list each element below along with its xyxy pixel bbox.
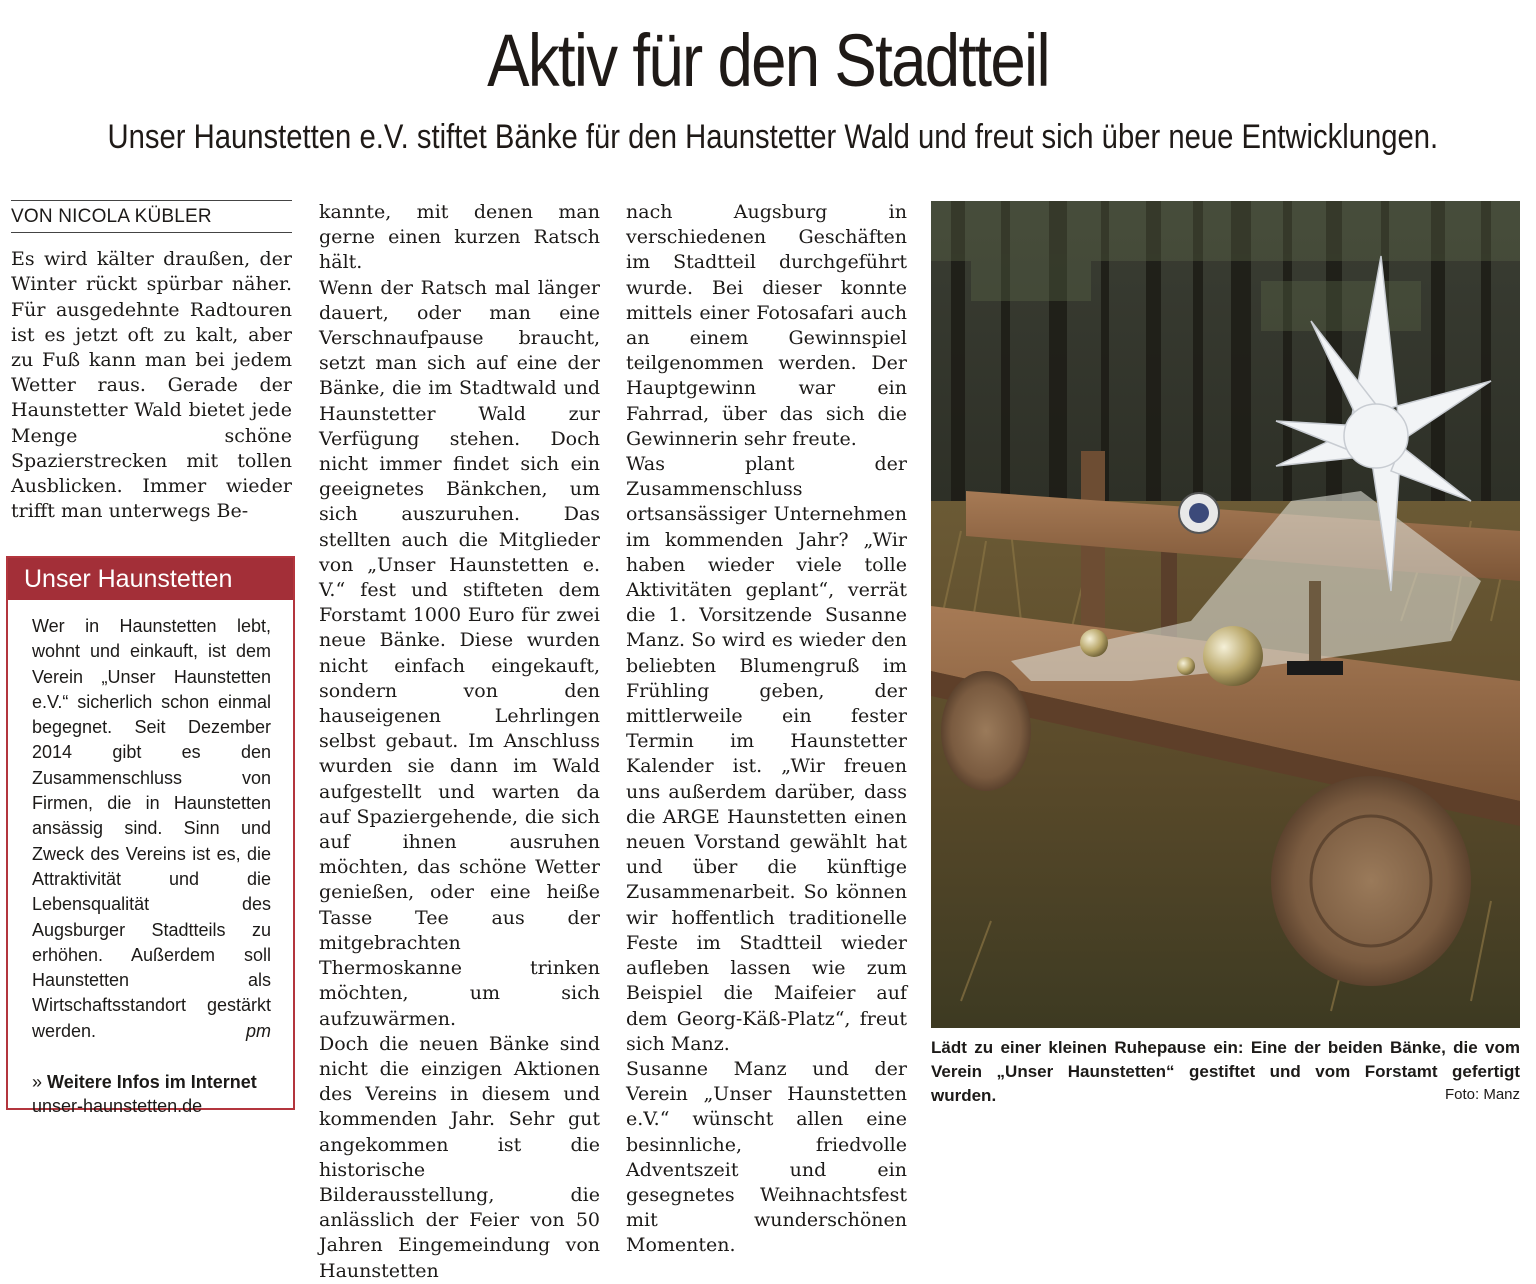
subline: Unser Haunstetten e.V. stiftet Bänke für den Haunstetter Wald und freut sich über neue Entwicklungen.	[107, 118, 1439, 156]
column-2-paragraph-3: Doch die neuen Bänke sind nicht die einzigen Aktionen des Vereins in diesem und kommenden Jahr. Sehr gut angekommen ist die historische Bilderausstellung, die anlässlich der Feier von 50 Jahren Eingemeindung von Haunstetten	[319, 1032, 600, 1282]
infobox-signature: pm	[245, 1021, 271, 1042]
infobox-link-label: Weitere Infos im Internet	[47, 1072, 257, 1093]
column-2-paragraph-1: kannte, mit denen man gerne einen kurzen Ratsch hält.	[319, 201, 600, 274]
column-1-paragraph: Es wird kälter draußen, der Winter rückt spürbar näher. Für ausgedehnte Radtouren ist es jetzt oft zu kalt, aber zu Fuß kann man bei jedem Wetter raus. Gerade der Haunstetter Wald bietet jede Menge schöne Spazierstrecken mit tollen Ausblicken. Immer wieder trifft man unterwegs Be-	[11, 248, 292, 523]
column-1	[11, 200, 292, 524]
photo-credit: Foto: Manz	[1444, 1086, 1520, 1103]
infobox-link-url[interactable]: unser-haunstetten.de	[32, 1096, 203, 1117]
infobox-body	[8, 600, 293, 1118]
column-2-paragraph-2: Wenn der Ratsch mal länger dauert, oder man eine Verschnaufpause braucht, setzt man sich auf eine der Bänke, die im Stadtwald und Haunstetter Wald zur Verfügung stehen. Doch nicht immer findet sich ein geeignetes Bänkchen, um sich auszuruhen. Das stellten auch die Mitglieder von „Unser Haunstetten e. V.“ fest und stifteten dem Forstamt 1000 Euro für zwei neue Bänke. Diese wurden nicht einfach eingekauft, sondern von den hauseigenen Lehrlingen selbst gebaut. Im Anschluss wurden sie dann im Wald aufgestellt und warten da auf Spaziergehende, die sich auf ihnen ausruhen möchten, das schöne Wetter genießen, oder eine heiße Tasse Tee aus der mitgebrachten Thermoskanne trinken möchten, um sich aufzuwärmen.	[319, 276, 600, 1030]
column-3-paragraph-1: nach Augsburg in verschiedenen Geschäften im Stadtteil durchgeführt wurde. Bei dieser konnte mittels einer Fotosafari auch an einem Gewinnspiel teilgenommen werden. Der Hauptgewinn war ein Fahrrad, über das sich die Gewinnerin sehr freute.	[626, 201, 907, 450]
bench-photo	[931, 201, 1520, 1028]
photo-caption: Lädt zu einer kleinen Ruhepause ein: Eine der beiden Bänke, die vom Verein „Unser Haunstetten“ gestiftet und vom Forstamt gefertigt wurden.	[931, 1038, 1520, 1105]
column-3-paragraph-2: Was plant der Zusammenschluss ortsansässiger Unternehmen im kommenden Jahr? „Wir haben wieder viele tolle Aktivitäten geplant“, verrät die 1. Vorsitzende Susanne Manz. So wird es wieder den beliebten Blumengruß im Frühling geben, der mittlerweile ein fester Termin im Haunstetter Kalender ist. „Wir freuen uns außerdem darüber, dass die ARGE Haunstetten einen neuen Vorstand gewählt hat und über die künftige Zusammenarbeit. So können wir hoffentlich traditionelle Feste im Stadtteil wieder aufleben lassen wie zum Beispiel die Maifeier auf dem Georg-Käß-Platz“, freut sich Manz.	[626, 453, 907, 1055]
infobox-title: Unser Haunstetten	[8, 558, 293, 600]
infobox	[6, 556, 295, 1117]
column-3-paragraph-3: Susanne Manz und der Verein „Unser Haunstetten e.V.“ wünscht allen eine besinnliche, friedvolle Adventszeit und ein gesegnetes Weihnachtsfest mit wunderschönen Momenten.	[626, 1057, 907, 1257]
chevron-right-icon: »	[32, 1072, 43, 1093]
byline: VON NICOLA KÜBLER	[11, 200, 292, 233]
column-3	[626, 200, 907, 1259]
headline: Aktiv für den Stadtteil	[487, 19, 1049, 102]
column-2	[319, 200, 600, 1284]
infobox-text: Wer in Haunstetten lebt, wohnt und einkauft, ist dem Verein „Unser Haunstetten e.V.“ sicherlich schon einmal begegnet. Seit Dezember 2014 gibt es den Zusammenschluss von Firmen, die in Haunstetten ansässig sind. Sinn und Zweck des Vereins ist es, die Attraktivität und die Lebensqualität des Augsburger Stadtteils zu erhöhen. Außerdem soll Haunstetten als Wirtschaftsstandort gestärkt werden.	[32, 616, 271, 1041]
infobox-link-block	[32, 1070, 271, 1118]
